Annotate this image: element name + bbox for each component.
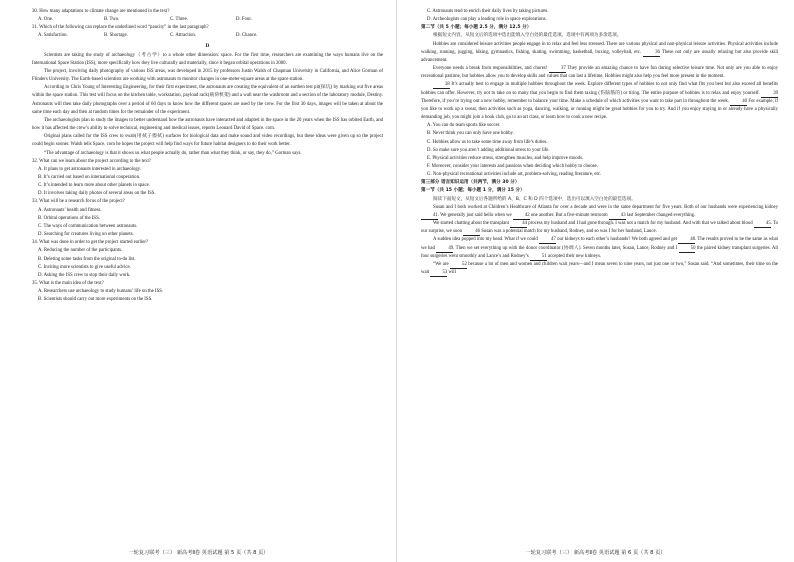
blank-36[interactable]: 36 [643,50,660,57]
option[interactable]: D. It involves taking daily photos of several areas on the ISS. [38,191,156,197]
question-30-options [32,16,383,24]
option[interactable]: B. Shortage. [104,33,128,39]
blank-50[interactable]: 50 [679,246,696,253]
option[interactable]: A. One. [38,17,54,23]
blank-40[interactable]: 40 [730,99,747,106]
choice-option[interactable]: F. Moreover, consider your interests and passions when deciding which hobby to choose. [427,163,598,169]
option[interactable]: B. Two. [104,17,120,23]
question-30-stem: 30. How many adaptations to climate change are mentioned in the text? [32,9,170,14]
section-2-instructions: 根据短文内容，从短文后的选项中选出能填入空白处的最佳选项。选项中有两项为多余选项。 [433,33,622,39]
blank-38[interactable]: 38 [433,82,450,89]
question-33-stem: 33. What will be a research focus of the project? [32,199,125,205]
option[interactable]: C. Astronauts tend to enrich their daily lives by taking pictures. [427,9,549,14]
passage-paragraph: “The advantage of archaeology is that it shows us what people actually do, rather than what they think, or say, they do,” Gorman says. [44,150,302,156]
option[interactable]: C. Three. [170,17,188,23]
section-2-header: 第二节（共 5 小题；每小题 2.5 分，满分 12.5 分） [421,25,532,31]
choice-option[interactable]: A. You can do team sports like soccer. [427,123,501,129]
question-31-options [32,32,383,40]
option[interactable]: A. It plans to get astronauts interested in archaeology. [38,166,142,172]
page-footer: 一轮复习联考（三） 新高考Ⅱ卷 英语试题 第 6 页（共 8 页） [525,550,666,556]
blank-39[interactable]: 39 [761,91,778,98]
passage-paragraph: The project, involving daily photography of various ISS areas, was developed in 2015 by professors Justin Walsh of Chapman University in California, and Alice Gorman of Flinders University. The Earth-based scientists are working with astronauts to monitor changes in one-meter-square areas at the space station. [32,68,383,83]
blank-49[interactable]: 49 [436,246,453,253]
blank-42[interactable]: 42 [513,213,530,220]
blank-44[interactable]: 44 [510,221,527,228]
choice-option[interactable]: B. Never think you can only have one hobby. [427,131,514,137]
option[interactable]: B. Scientists should carry out more experiments on the ISS. [38,297,153,303]
option[interactable]: C. Inviting more scientists to give useful advice. [38,264,131,270]
choice-option[interactable]: C. Hobbies allow us to take some time away from life’s duties. [427,139,548,145]
option[interactable]: C. It’s intended to learn more about other planets in space. [38,183,150,189]
choice-option[interactable]: G. Non-physical recreational activities include art, problem-solving, reading literature, etc. [427,172,602,178]
passage-paragraph: Susan and I both worked at Children’s Healthcare of Atlanta for over a decade and were in the same department for five years. Both of our husbands were experiencing kidney 41. We generally just said hello when we 42 one another. But a five-minute restroom 43 last September changed everything. [421,204,778,220]
section-d-heading: D [205,42,210,49]
question-34-stem: 34. What was done in order to get the project started earlier? [32,240,149,246]
section-1-header: 第一节（共 15 小题；每小题 1 分，满分 15 分） [421,188,525,194]
question-31-stem: 31. Which of the following can replace the underlined word “paucity” in the last paragraph? [32,25,209,31]
blank-47[interactable]: 47 [539,237,556,244]
question-32-stem: 32. What can we learn about the project according to the text? [32,158,151,164]
option[interactable]: D. Archeologists can play a leading role in space explorations. [427,17,547,23]
option[interactable]: C. Attraction. [170,33,196,39]
blank-37[interactable]: 37 [549,66,566,73]
option[interactable]: B. Deleting some tasks from the original to-do list. [38,256,136,262]
exam-page-6 [397,0,794,562]
section-1-instructions: 阅读下面短文，从短文后各题所给的 A、B、C 和 D 四个选项中，选出可以填入空白处的最佳选项。 [433,196,636,202]
option[interactable]: B. It’s carried out based on international cooperation. [38,174,141,180]
option[interactable]: D. Asking the ISS crew to stop their daily work. [38,272,131,278]
option[interactable]: C. The ways of communication between astronauts. [38,223,138,229]
passage-paragraph: “We are 52 because a lot of men and women and children wait years—and I mean seven to nine years, not just one or two,” Susan said. “And sometimes, their time on the wait 53 will [421,261,779,275]
option[interactable]: A. Satisfaction. [38,33,68,39]
passage-paragraph: Hobbies are considered leisure activities people engage in to relax and feel less stressed. There are various physical and non-physical leisure activities. Physical activities include walking, running, jugging, hiking, gymnastics, fishing, skating, swimming, basketball, boxing, volleyball, etc. 36 These not only are usually relaxing but also provide skill advancement. [421,41,779,63]
passage-paragraph: We started chatting about the transplant 44 process my husband and I had gone through. I was not a match for my husband. And with that we talked about blood 45. To our surprise, we soon 46 Susan was a potential match for my husband, Rodney, and so was I for her husband, Lance. [421,221,779,235]
page-footer: 一轮复习联考（三） 新高考Ⅱ卷 英语试题 第 5 页（共 8 页） [128,550,269,556]
blank-51[interactable]: 51 [530,254,547,261]
passage-paragraph: Original plans called for the ISS crew to swab(用拭子擦拭) surfaces for biological data and make sound and video recordings, but these ideas were given up so the project could begin sooner. Walsh tells Space. com he hopes the project will help find ways for future habitat designers to do their work better. [32,134,383,148]
blank-53[interactable]: 53 [430,270,447,277]
option[interactable]: A. Researchers use archaeology to study humans’ life on the ISS. [38,289,164,295]
passage-paragraph: Everyone needs a break from responsibilities, and chores! 37 They provide an amazing chance to have fun during selective leisure time. Not only are you able to enjoy recreational pastime, but hobbies allow you to develop skills and values that can last a lifetime. Hobbies might also help you feel more present in the moment. [421,66,778,80]
blank-41[interactable]: 41 [421,213,438,220]
option[interactable]: D. Searching for creatures living on other planets. [38,232,134,238]
option[interactable]: D. Chance. [236,33,258,39]
option[interactable]: A. Reducing the number of the participants. [38,248,123,254]
blank-48[interactable]: 48 [678,237,695,244]
option[interactable]: B. Orbital operations of the ISS. [38,215,100,221]
choice-option[interactable]: D. So make sure you aren’t adding additional stress to your life. [427,147,550,153]
blank-52[interactable]: 52 [450,262,467,269]
passage-paragraph: According to Chris Young of Interesting Engineering, for their first experiment, the astronauts are creating the equivalent of an earthen test pit(探坑) by marking out five areas within the space station. This test will focus on the kitchen table, workstation, payload rack(载荷机架) and a wall near the washroom and a section of the laboratory module, Destiny. Astronauts will then take daily photographs over a period of 60 days to know how the different spaces are used by the crew. For the first 30 days, images will be taken at about the same time each day and then at random times for the remainder of the experiment. [32,85,383,115]
passage-paragraph: Scientists are taking the study of archaeology（考古学）to a whole other dimension: space. For the first time, researchers are examining the ways humans live on the International Space Station (ISS), more specifically how they live culturally and materially, since it began orbital operations in 2000. [32,52,383,66]
question-35-stem: 35. What is the main idea of the text? [32,281,104,286]
passage-paragraph: A sudden idea popped into my head. What if we could 47 our kidneys to each other’s husbands? We both agreed and get 48. The results proved to be the same as what we had 49. Then we set everything up with the donor coordinator (协调人). Seven months later, Susan, Lance, Rodney and I 50 the paired kidney transplant surgeries. All four surgeries went smoothly and Lance’s and Rodney’s 51 accepted their new kidneys. [421,237,779,259]
choice-option[interactable]: E. Physical activities reduce stress, strengthen muscles, and help improve moods. [427,155,584,161]
part-3-title: 第三部分 语言知识运用（共两节，满分 30 分） [421,180,520,186]
blank-46[interactable]: 46 [463,229,480,236]
option[interactable]: A. Astronauts’ health and fitness. [38,207,102,213]
option[interactable]: D. Four. [236,17,252,23]
passage-paragraph: The archaeologists plan to study the images to better understand how the astronauts have interacted and adapted in the space in the 20 years when the ISS has orbited Earth, and how it has affected the crew’s ability to solve technical, engineering and medical issues, reports Leonard David of Space. com. [32,117,383,132]
blank-43[interactable]: 43 [609,213,626,220]
blank-45[interactable]: 45 [754,221,771,228]
passage-paragraph: 38 It’s actually best to engage in multiple hobbies throughout the week. Explore different types of hobbies to not only find what fits you best but also exceed all benefits hobbies can offer. However, try not to take on so many that you begin to find them taxing (伤脑筋的) or tiring. The entire purpose of hobbies is to relax and enjoy yourself. 39 Therefore, if you’re trying out a new hobby, remember to balance your time. Make a schedule of which activities you want to take part in throughout the week. 40 For example, if you like to work up a sweat, then activities such as yoga, dancing, walking, or running might be great hobbies for you to try. And if you enjoy staying in or already have a physically demanding job, you might join a book club, go to an art class, or learn how to cook a new recipe. [421,82,778,121]
